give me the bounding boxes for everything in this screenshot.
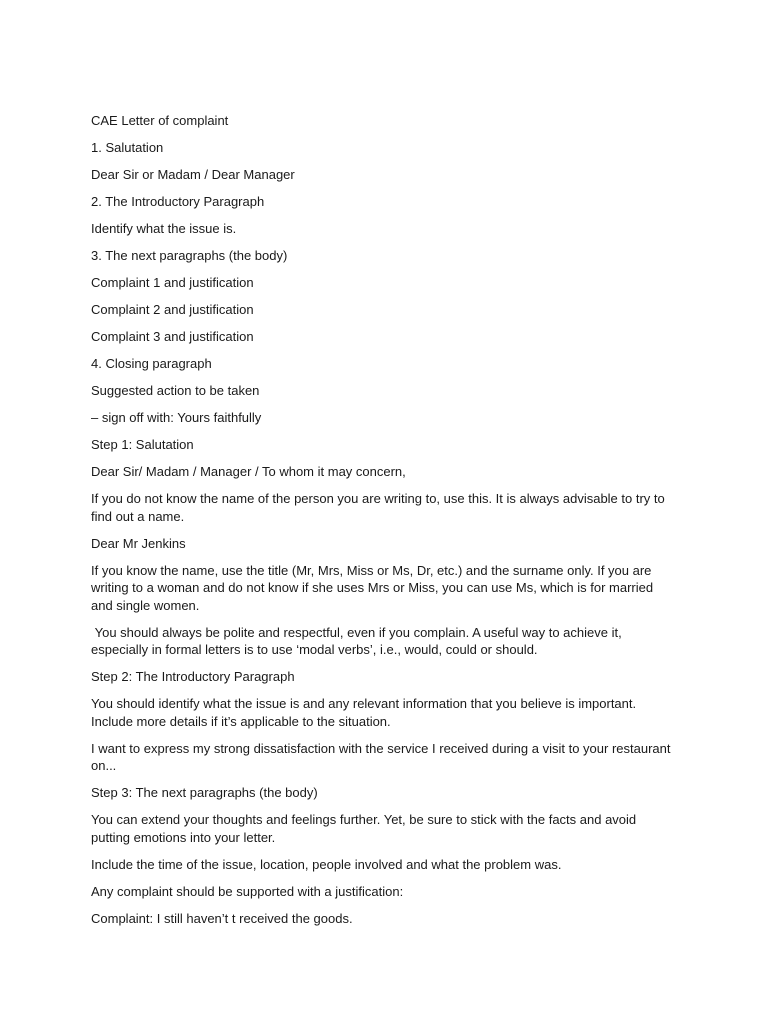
step3-justification-note: Any complaint should be supported with a justification: (91, 883, 404, 899)
step1-known-explanation: If you know the name, use the title (Mr, Mrs, Miss or Ms, Dr, etc.) and the surname only. If you are writing to a woman and do not know if she uses Mrs or Miss, you can use Ms, which is for married and single women. (91, 562, 657, 613)
step1-example-unknown: Dear Sir/ Madam / Manager / To whom it may concern, (91, 464, 406, 479)
outline-complaint-3: Complaint 3 and justification (91, 329, 254, 344)
step3-heading: Step 3: The next paragraphs (the body) (91, 785, 318, 800)
document-title: CAE Letter of complaint (91, 113, 229, 128)
outline-closing-heading: 4. Closing paragraph (91, 356, 212, 371)
outline-salutation-example: Dear Sir or Madam / Dear Manager (91, 167, 295, 182)
document-page (91, 112, 676, 937)
step1-unknown-explanation: If you do not know the name of the person you are writing to, use this. It is always advisable to try to find out a name. (91, 491, 669, 524)
step3-include-note: Include the time of the issue, location, people involved and what the problem was. (91, 856, 562, 872)
step3-explanation: You can extend your thoughts and feelings further. Yet, be sure to stick with the facts and avoid putting emotions into your letter. (91, 812, 640, 845)
step1-example-known: Dear Mr Jenkins (91, 535, 186, 551)
outline-intro-text: Identify what the issue is. (91, 221, 237, 236)
outline-complaint-1: Complaint 1 and justification (91, 275, 254, 290)
step2-heading: Step 2: The Introductory Paragraph (91, 669, 295, 684)
outline-body-heading: 3. The next paragraphs (the body) (91, 248, 288, 263)
step3-complaint-example: Complaint: I still haven’t t received the goods. (91, 910, 353, 926)
step1-heading: Step 1: Salutation (91, 437, 194, 452)
outline-sign-off: – sign off with: Yours faithfully (91, 410, 262, 425)
step1-politeness-note: You should always be polite and respectful, even if you complain. A useful way to achieve it, especially in formal letters is to use ‘modal verbs’, i.e., would, could or should. (91, 624, 626, 657)
outline-closing-action: Suggested action to be taken (91, 383, 260, 398)
step2-example: I want to express my strong dissatisfaction with the service I received during a visit to your restaurant on... (91, 740, 675, 773)
outline-intro-heading: 2. The Introductory Paragraph (91, 194, 265, 209)
outline-salutation-heading: 1. Salutation (91, 140, 164, 155)
outline-complaint-2: Complaint 2 and justification (91, 302, 254, 317)
step2-explanation: You should identify what the issue is and any relevant information that you believe is important. Include more details if it’s applicable to the situation. (91, 696, 640, 729)
